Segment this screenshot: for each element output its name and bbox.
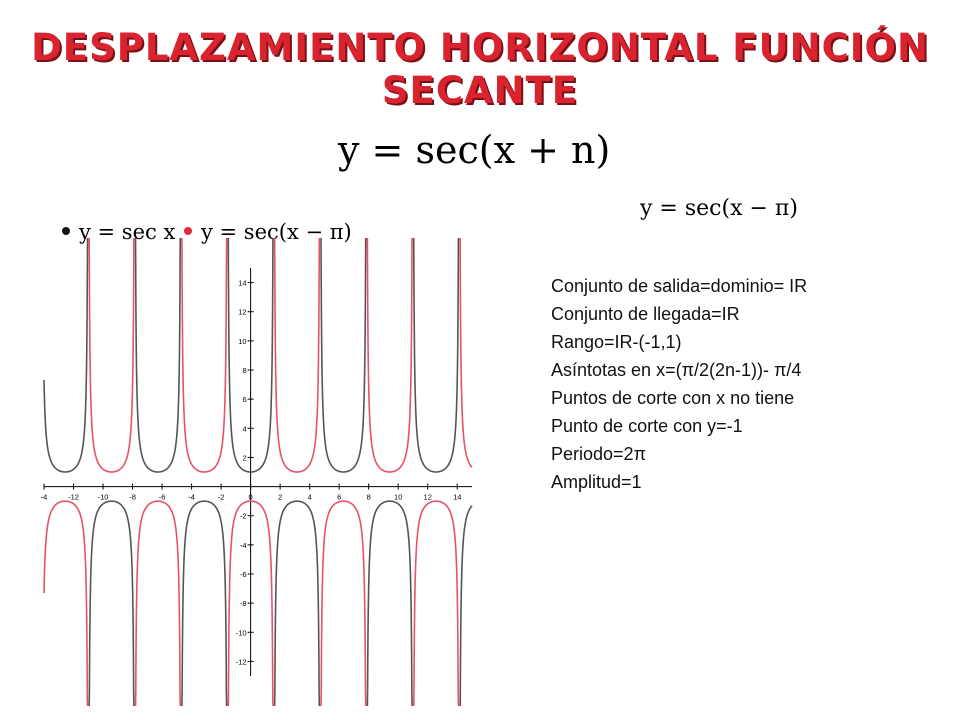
legend-dot-red-icon: [184, 227, 192, 235]
property-domain: Conjunto de salida=dominio= IR: [551, 276, 808, 296]
axes: [41, 268, 472, 676]
x-tick-label: 4: [307, 492, 312, 502]
property-period: Periodo=2π: [551, 444, 646, 464]
x-tick-label: -10: [97, 492, 109, 502]
sec-shift-curve-branch: [181, 239, 227, 472]
sec-curve-branch: [320, 239, 366, 472]
property-amplitude: Amplitud=1: [551, 472, 642, 492]
sec-shift-curve-branch: [459, 239, 472, 468]
sec-curve-branch: [135, 239, 181, 472]
y-tick-label: 2: [242, 453, 247, 463]
sec-shift-curve-branch: [274, 239, 320, 472]
x-tick-label: -8: [129, 492, 136, 502]
x-tick-label: 12: [423, 492, 432, 502]
curves: [44, 239, 472, 705]
sec-shift-curve-branch: [367, 239, 413, 472]
sec-shift-curve-branch: [320, 501, 366, 705]
y-tick-label: 4: [242, 424, 247, 434]
sec-curve-branch: [181, 501, 227, 705]
y-tick-label: 10: [238, 336, 247, 346]
sec-shift-curve-branch: [413, 501, 459, 705]
sec-curve-branch: [413, 239, 459, 472]
y-tick-label: -2: [239, 511, 247, 521]
sec-shift-curve-branch: [44, 501, 88, 705]
sec-curve-branch: [44, 239, 88, 472]
x-tick-label: -6: [158, 492, 166, 502]
legend-item-sec-shift: [184, 220, 352, 244]
x-tick-label: 0: [248, 492, 253, 502]
x-tick-label: 10: [394, 492, 403, 502]
legend-item-sec: [62, 220, 175, 244]
sec-curve-branch: [367, 501, 413, 705]
x-tick-label: 14: [453, 492, 462, 502]
y-tick-label: -12: [235, 657, 247, 667]
secant-chart: [40, 268, 472, 676]
y-tick-label: 12: [238, 307, 247, 317]
y-tick-label: -4: [239, 540, 247, 550]
sec-shift-curve-branch: [88, 239, 134, 472]
slide-title: DESPLAZAMIENTO HORIZONTAL FUNCIÓN SECANTE: [31, 26, 929, 112]
x-tick-label: -2: [217, 492, 225, 502]
y-tick-label: -6: [239, 570, 247, 579]
property-codomain: Conjunto de llegada=IR: [551, 304, 740, 324]
y-tick-label: -10: [235, 628, 247, 638]
legend-label-sec-shift: y = sec(x − π): [201, 220, 352, 244]
y-tick-label: -8: [239, 599, 247, 609]
legend-dot-black-icon: [62, 227, 70, 235]
x-tick-label: -4: [40, 492, 48, 502]
main-formula: y = sec(x + n): [338, 128, 611, 172]
x-tick-label: 2: [278, 492, 283, 502]
properties-list: [551, 272, 807, 496]
property-range: Rango=IR-(-1,1): [551, 332, 682, 352]
sec-curve-branch: [274, 501, 320, 705]
shifted-formula: y = sec(x − π): [640, 196, 798, 221]
property-y-intercept: Punto de corte con y=-1: [551, 416, 743, 436]
x-tick-label: 8: [366, 492, 371, 502]
x-tick-label: -12: [68, 492, 79, 502]
property-asymptotes: Asíntotas en x=(π/2(2n-1))- π/4: [551, 360, 802, 380]
legend-label-sec: y = sec x: [79, 220, 176, 244]
property-x-intercepts: Puntos de corte con x no tiene: [551, 388, 795, 408]
y-tick-label: 8: [242, 366, 247, 375]
x-tick-label: -4: [188, 492, 195, 502]
y-tick-label: 6: [242, 395, 247, 405]
sec-shift-curve-branch: [135, 501, 181, 705]
sec-curve-branch: [88, 501, 134, 705]
x-tick-label: 6: [337, 492, 342, 502]
y-tick-label: 14: [238, 278, 247, 288]
sec-curve-branch: [459, 506, 472, 705]
